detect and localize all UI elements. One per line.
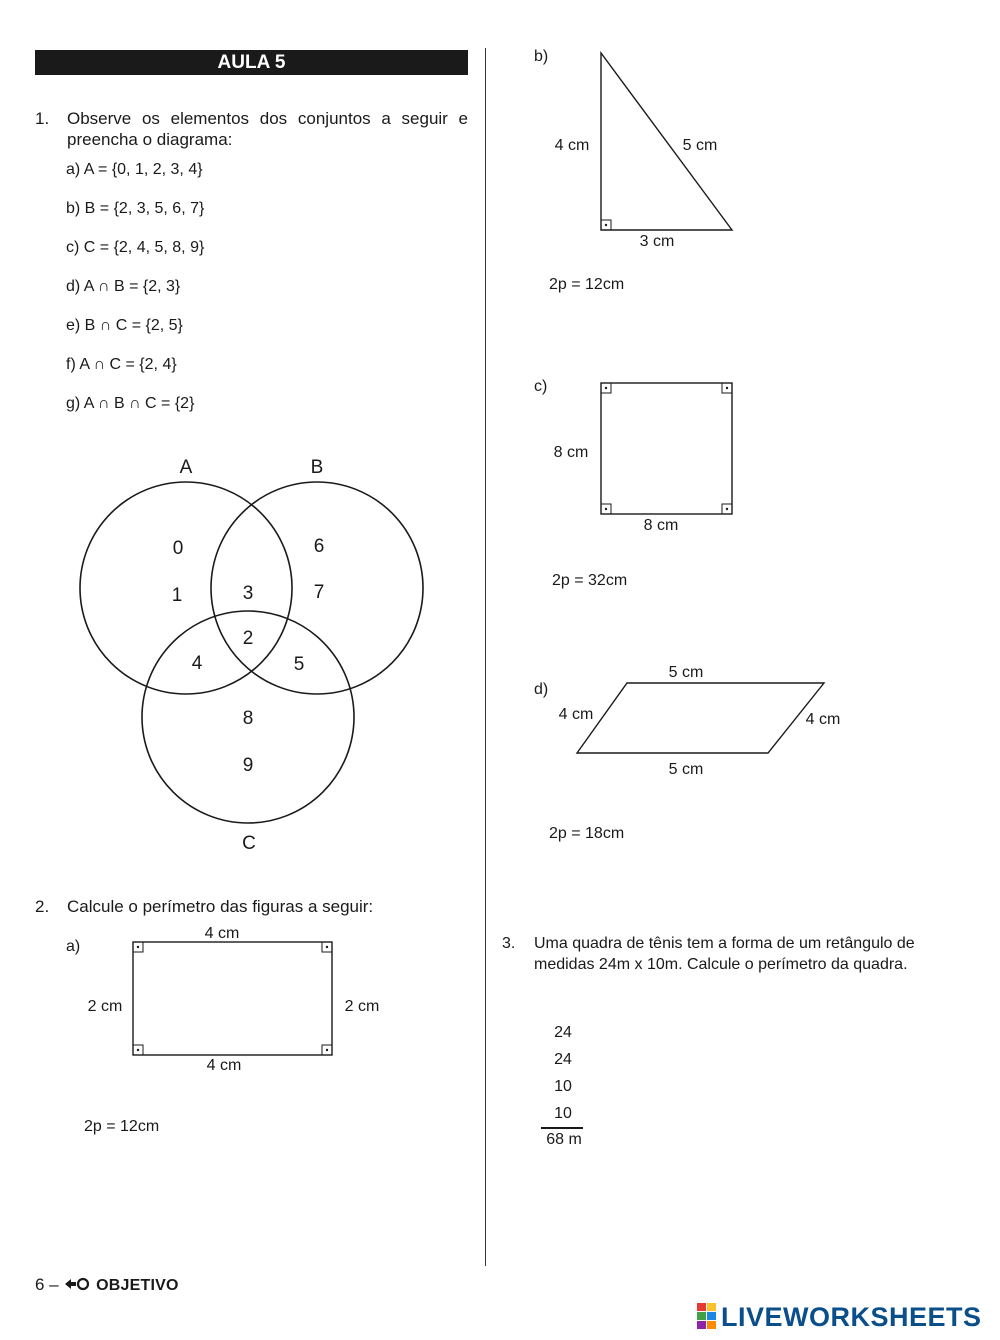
liveworksheets-watermark: [697, 1302, 982, 1333]
q3-sum-result: 68 m: [546, 1131, 582, 1148]
figure-c-right-angle-marks: [601, 383, 732, 514]
venn-region-a-only-1: 0: [172, 538, 184, 559]
venn-label-c: C: [242, 833, 256, 854]
q1-item-c: c) C = {2, 4, 5, 8, 9}: [66, 239, 205, 256]
q3-text-line2: medidas 24m x 10m. Calcule o perímetro da quadra.: [534, 956, 908, 973]
venn-region-abc: 2: [242, 628, 254, 649]
q1-text-line1: Observe os elementos dos conjuntos a seguir e: [67, 109, 468, 128]
venn-label-b: B: [310, 457, 324, 478]
q3-number: 3.: [502, 935, 516, 952]
q1-number: 1.: [35, 109, 50, 128]
q3-sum-term-3: 10: [554, 1078, 572, 1095]
liveworksheets-logo-icon: [697, 1303, 717, 1329]
venn-region-ab: 3: [242, 583, 254, 604]
figure-d-bottom-label: 5 cm: [668, 761, 704, 778]
figure-a-top-label: 4 cm: [204, 925, 240, 942]
page-number: 6 –: [35, 1275, 59, 1294]
q3-sum-term-2: 24: [554, 1051, 572, 1068]
q1-item-e: e) B ∩ C = {2, 5}: [66, 317, 183, 334]
q2-a-answer: 2p = 12cm: [84, 1118, 160, 1135]
venn-region-c-only-2: 9: [242, 755, 254, 776]
venn-region-ac: 4: [191, 653, 203, 674]
venn-region-b-only-2: 7: [313, 582, 325, 603]
venn-circle-a: [80, 482, 292, 694]
q3-sum-term-1: 24: [554, 1024, 572, 1041]
figure-d-left-label: 4 cm: [558, 706, 594, 723]
q2-b-letter: b): [534, 48, 549, 65]
q2-b-answer: 2p = 12cm: [549, 276, 625, 293]
figure-b-hypotenuse-label: 5 cm: [682, 137, 718, 154]
q2-d-answer: 2p = 18cm: [549, 825, 625, 842]
q2-a-letter: a): [66, 938, 81, 955]
q2-c-letter: c): [534, 378, 548, 395]
objetivo-logo-icon: [63, 1277, 91, 1291]
figure-a-bottom-label: 4 cm: [206, 1057, 242, 1074]
q2-text: Calcule o perímetro das figuras a seguir:: [67, 897, 374, 916]
venn-region-bc: 5: [293, 654, 305, 675]
q3-sum-line: [541, 1127, 583, 1129]
q1-item-a: a) A = {0, 1, 2, 3, 4}: [66, 161, 203, 178]
venn-region-b-only-1: 6: [313, 536, 325, 557]
q1-item-g: g) A ∩ B ∩ C = {2}: [66, 395, 195, 412]
venn-region-a-only-2: 1: [171, 585, 183, 606]
figure-d-top-label: 5 cm: [668, 664, 704, 681]
q1-item-b: b) B = {2, 3, 5, 6, 7}: [66, 200, 205, 217]
lesson-title-bar: AULA 5: [35, 50, 468, 75]
figure-c-square: [601, 383, 732, 514]
figure-d-parallelogram: [577, 683, 824, 753]
q3-sum-term-4: 10: [554, 1105, 572, 1122]
q1-item-f: f) A ∩ C = {2, 4}: [66, 356, 177, 373]
venn-label-a: A: [179, 457, 193, 478]
watermark-text: LIVEWORKSHEETS: [721, 1302, 982, 1332]
q2-c-answer: 2p = 32cm: [552, 572, 628, 589]
brand-name: OBJETIVO: [96, 1277, 179, 1294]
venn-region-c-only-1: 8: [242, 708, 254, 729]
figure-c-base-label: 8 cm: [643, 517, 679, 534]
figure-b-base-label: 3 cm: [639, 233, 675, 250]
figure-a-left-label: 2 cm: [87, 998, 123, 1015]
figure-a-rectangle: [133, 942, 332, 1055]
page-footer: [35, 1275, 179, 1295]
q3-text-line1: Uma quadra de tênis tem a forma de um retângulo de: [534, 935, 915, 952]
q2-number: 2.: [35, 897, 50, 916]
figure-b-vertical-label: 4 cm: [554, 137, 590, 154]
figure-a-right-label: 2 cm: [344, 998, 380, 1015]
q1-item-d: d) A ∩ B = {2, 3}: [66, 278, 181, 295]
figure-d-right-label: 4 cm: [805, 711, 841, 728]
figure-a-right-angle-marks: [133, 942, 332, 1055]
figure-c-side-label: 8 cm: [553, 444, 589, 461]
q2-d-letter: d): [534, 681, 549, 698]
q1-text-line2: preencha o diagrama:: [67, 130, 233, 149]
